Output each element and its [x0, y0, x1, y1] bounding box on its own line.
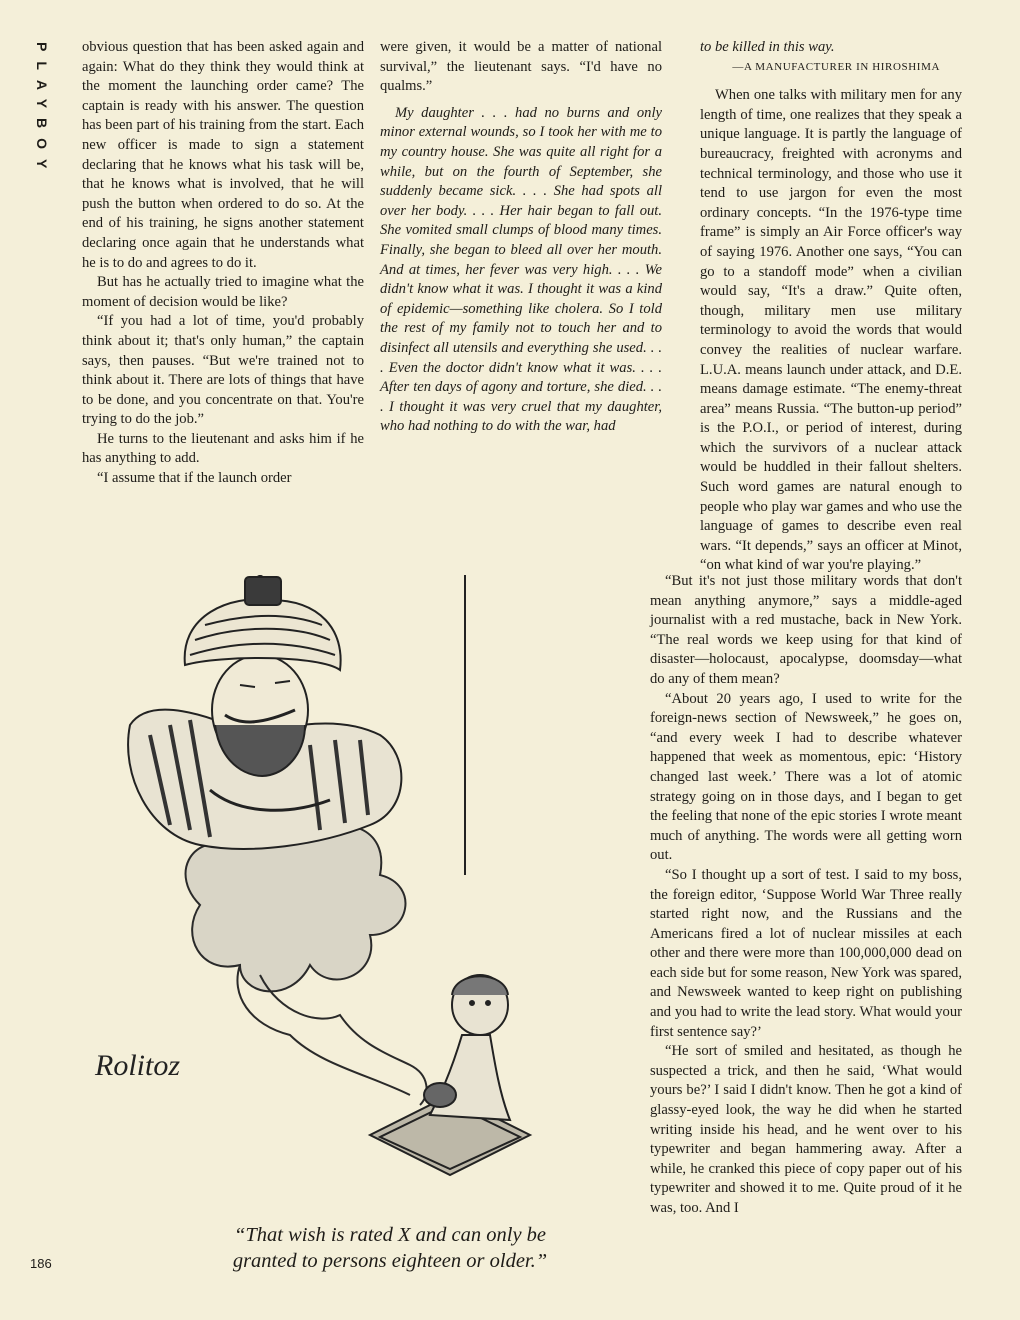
col1-paragraph: obvious question that has been asked again and again: What do they think they would think at the moment the launching order came? The captain is ready with his answer. The question has been part of his training from the start. Each new officer is made to sign a statement declaring that he knows what his task will be, that he knows what is involved, that he will push the button when ordered to do so. At the end of his training, he signs another statement declaring once again that he understands what he is to do and agrees to do it.	[82, 39, 364, 271]
epigraph-text: to be killed in this way.	[700, 39, 835, 55]
col1-paragraph: He turns to the lieutenant and asks him if he has anything to add.	[82, 430, 364, 467]
genie-figure	[128, 575, 401, 849]
col1-paragraph: “If you had a lot of time, you'd probably think about it; that's only human,” the captain says, then pauses. “But we're trained not to think about it. There are lots of things that have to be done, and you concentrate on that. You're trying to do the job.”	[82, 313, 364, 428]
col3-paragraph: “But it's not just those military words that don't mean anything anymore,” says a middle-aged journalist with a red mustache, back in New York. “The real words we keep using for that kind of disaster—holocaust, apocalypse, doomsday—what do any of them mean?	[650, 573, 962, 687]
hiroshima-quote: My daughter . . . had no burns and only minor external wounds, so I took her with me to my country house. She was quite all right for a while, but on the fourth of September, she suddenly became sick. . . . She had spots all over her body. . . . Her hair began to fall out. She vomited small clumps of blood many times. Finally, she began to bleed all over her mouth. And at times, her fever was very high. . . . We didn't know what it was. I thought it was a kind of epidemic—something like cholera. So I told the rest of my family not to touch her and to disinfect all utensils and everything she used. . . . Even the doctor didn't know what it was. . . . After ten days of agony and torture, she died. . . . I thought it was very cruel that my daughter, who had nothing to do with the war, had	[380, 104, 662, 435]
cartoonist-signature: Rolitoz	[95, 1049, 181, 1082]
masthead-text: PLAYBOY	[34, 42, 50, 179]
cartoon-drawing	[90, 575, 645, 1225]
col3-paragraph: “He sort of smiled and hesitated, as though he suspected a trick, and then he said, ‘What would yours be?’ I said I didn't know. Then he got a kind of glassy-eyed look, the way he did when he started writing inside his head, and he went over to his typewriter and began hammering away. After a while, he cranked this piece of copy paper out of his typewriter and showed it to me. Quite proud of it he was, too. And I	[650, 1043, 962, 1216]
col1-paragraph: “I assume that if the launch order	[97, 470, 292, 487]
col3-paragraph: “So I thought up a sort of test. I said to my boss, the foreign editor, ‘Suppose World War Three really started right now, and the Russians and the Americans fired a lot of nuclear missiles at each other and there were more than 100,000,000 dead on each side but for some reason, New York was spared, and Newsweek wanted to keep right on publishing and you had to write the lead story. What would your first sentence say?’	[650, 866, 962, 1040]
col3-paragraph: When one talks with military men for any length of time, one realizes that they speak a unique language. It is partly the language of bureaucracy, freighted with acronyms and technical terminology, and those who use it tend to use jargon for even the most ordinary concepts. “In the 1976-type time frame” is simply an Air Force officer's way of saying 1976. Another one says, “You can go to a standoff mode” when a civilian would say, “It's a draw.” Quite often, though, military men use military terminology to avoid the words that would convey the realities of nuclear warfare. L.U.A. means launch under attack, and D.E. means damage estimate. “The enemy-threat area” means Russia. “The button-up period” is the P.O.I., or period of interest, during which the survivors of a nuclear attack would be huddled in their fallout shelters. Such word games are natural enough to people who play war games and who use the language of games to describe even real wars. “It depends,” says an officer at Minot, “on what kind of war you're playing.”	[700, 87, 962, 574]
caption-line-2: granted to persons eighteen or older.”	[232, 1250, 548, 1272]
page-number: 186	[30, 1256, 52, 1271]
masthead	[28, 40, 54, 200]
column-3	[700, 38, 962, 576]
col2-paragraph: were given, it would be a matter of national survival,” the lieutenant says. “I'd have no qualms.”	[380, 39, 662, 95]
genie-smoke	[186, 814, 427, 1105]
genie-cartoon	[90, 575, 645, 1225]
column-2	[380, 38, 662, 437]
col3-paragraph: “About 20 years ago, I used to write for the foreign-news section of Newsweek,” he goes on, “and every week I had to describe whatever happened that week as momentous, epic: ‘History changed last week.’ There was a lot of atomic strategy going on in those days, and I began to get the feeling that none of the epic stories I wrote meant much of anything. The words were all getting worn out.	[650, 690, 962, 864]
epigraph-attribution: —A MANUFACTURER IN HIROSHIMA	[732, 60, 940, 73]
col1-paragraph: But has he actually tried to imagine what the moment of decision would be like?	[82, 274, 364, 310]
column-3-lower	[650, 572, 962, 1219]
column-1	[82, 38, 364, 489]
cartoon-caption	[180, 1222, 600, 1274]
caption-line-1: “That wish is rated X and can only be	[233, 1224, 547, 1246]
boy-on-carpet	[370, 975, 530, 1175]
